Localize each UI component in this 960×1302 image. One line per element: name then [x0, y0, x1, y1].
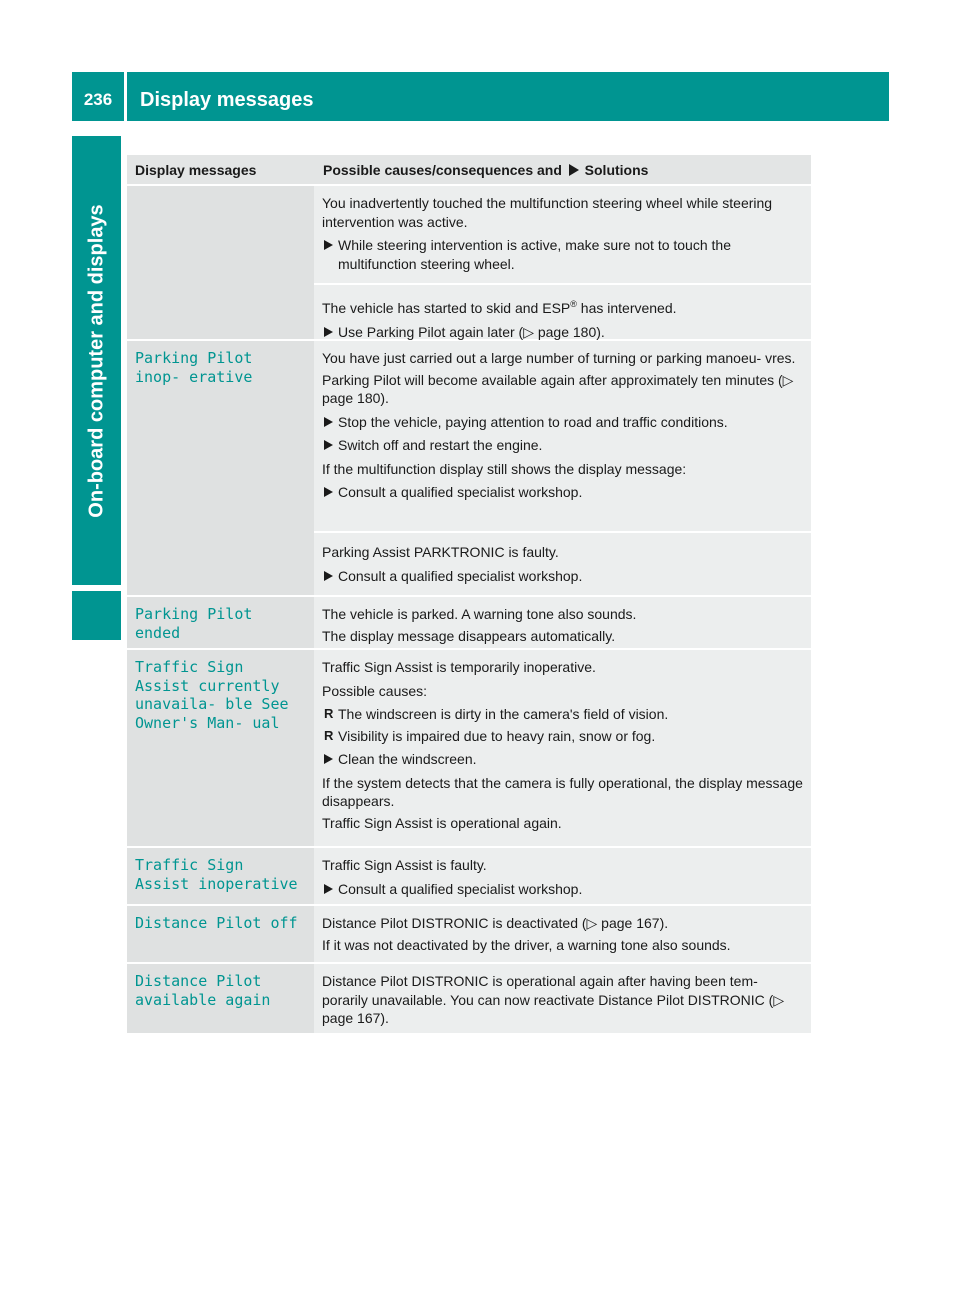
solution-step: While steering intervention is active, make sure not to touch the multifunction steering wheel.	[322, 236, 803, 273]
message-cell	[127, 341, 314, 595]
cause-text: If the system detects that the camera is fully operational, the display message disappears.	[322, 774, 803, 809]
side-marker	[72, 591, 121, 640]
cause-text: Distance Pilot DISTRONIC is deactivated (▷ page 167).	[322, 915, 669, 931]
display-message: Traffic Sign Assist inoperative	[135, 856, 298, 893]
cause-text-part: has intervened.	[576, 300, 677, 316]
causes-cell	[314, 597, 811, 648]
table-row	[127, 906, 811, 964]
solution-step: Consult a qualified specialist workshop.	[322, 880, 803, 899]
cause-block	[314, 349, 811, 533]
cause-text	[322, 295, 803, 318]
solution-step: Use Parking Pilot again later (▷ page 180).	[322, 323, 803, 342]
header-causes-solutions	[314, 155, 811, 184]
table-row	[127, 186, 811, 341]
table-row	[127, 341, 811, 597]
side-tab-label: On-board computer and displays	[85, 203, 107, 518]
solution-step: Consult a qualified specialist workshop.	[322, 567, 803, 586]
side-tab-label-wrap	[72, 136, 121, 585]
cause-text-part: The vehicle has started to skid and ESP	[322, 300, 571, 316]
causes-cell	[314, 848, 811, 904]
page-number: 236	[83, 90, 113, 109]
cause-bullet	[322, 705, 803, 724]
solution-arrow-icon	[569, 164, 579, 176]
solution-step: Consult a qualified specialist workshop.	[322, 483, 803, 502]
solution-step: Clean the windscreen.	[322, 750, 803, 769]
header-separator	[124, 72, 127, 121]
page-title: Display messages	[140, 89, 314, 111]
table-row	[127, 964, 811, 1033]
message-cell	[127, 848, 314, 904]
causes-cell	[314, 964, 811, 1033]
causes-cell	[314, 650, 811, 846]
message-cell	[127, 906, 314, 962]
display-message: Distance Pilot available again	[135, 972, 271, 1009]
table-header-row	[127, 155, 811, 186]
cause-text: You inadvertently touched the multifunction steering wheel while steering intervention was active.	[322, 195, 773, 230]
header-causes-text: Possible causes/consequences and	[323, 162, 562, 178]
causes-cell	[314, 186, 811, 339]
cause-text: You have just carried out a large number of turning or parking manoeu- vres.	[322, 350, 796, 366]
message-cell	[127, 186, 314, 339]
header-display-messages: Display messages	[127, 155, 314, 184]
cause-block	[314, 533, 811, 593]
display-messages-table	[127, 155, 811, 1033]
table-row	[127, 848, 811, 906]
cause-text: The display message disappears automatically.	[322, 627, 616, 644]
solution-step: Switch off and restart the engine.	[322, 436, 803, 455]
cause-text: Traffic Sign Assist is faulty.	[322, 857, 487, 873]
header-solutions-text: Solutions	[584, 162, 649, 178]
cause-text: Distance Pilot DISTRONIC is operational again after having been tem- porarily unavailable. You can now reactivate Distance Pilot DISTRONIC (▷ page 167).	[322, 973, 785, 1026]
bullet-glyph: R	[324, 706, 334, 721]
table-row	[127, 650, 811, 848]
bullet-text: Visibility is impaired due to heavy rain, snow or fog.	[338, 727, 656, 744]
cause-bullet	[322, 727, 803, 746]
registered-mark: ®	[570, 299, 577, 309]
cause-text: The vehicle is parked. A warning tone also sounds.	[322, 606, 637, 622]
causes-cell	[314, 341, 811, 595]
cause-text: Parking Assist PARKTRONIC is faulty.	[322, 544, 559, 560]
display-message: Distance Pilot off	[135, 914, 298, 932]
cause-text: Possible causes:	[322, 682, 428, 699]
cause-text: If it was not deactivated by the driver, a warning tone also sounds.	[322, 936, 731, 953]
display-message: Parking Pilot inop‐ erative	[135, 349, 253, 386]
display-message: Traffic Sign Assist currently unavaila‐ ble See Owner's Man‐ ual	[135, 658, 289, 732]
cause-text: Parking Pilot will become available again after approximately ten minutes (▷ page 180).	[322, 371, 794, 406]
bullet-glyph: R	[324, 727, 334, 743]
message-cell	[127, 650, 314, 846]
display-message: Parking Pilot ended	[135, 605, 253, 642]
message-cell	[127, 597, 314, 648]
cause-block	[314, 194, 811, 285]
causes-cell	[314, 906, 811, 962]
message-cell	[127, 964, 314, 1033]
cause-text: Traffic Sign Assist is operational again.	[322, 814, 562, 831]
cause-text: Traffic Sign Assist is temporarily inoperative.	[322, 659, 596, 675]
cause-text: If the multifunction display still shows the display message:	[322, 460, 687, 477]
cause-block	[314, 285, 811, 349]
solution-step: Stop the vehicle, paying attention to road and traffic conditions.	[322, 413, 803, 432]
table-row	[127, 597, 811, 650]
bullet-text: The windscreen is dirty in the camera's field of vision.	[338, 706, 669, 722]
